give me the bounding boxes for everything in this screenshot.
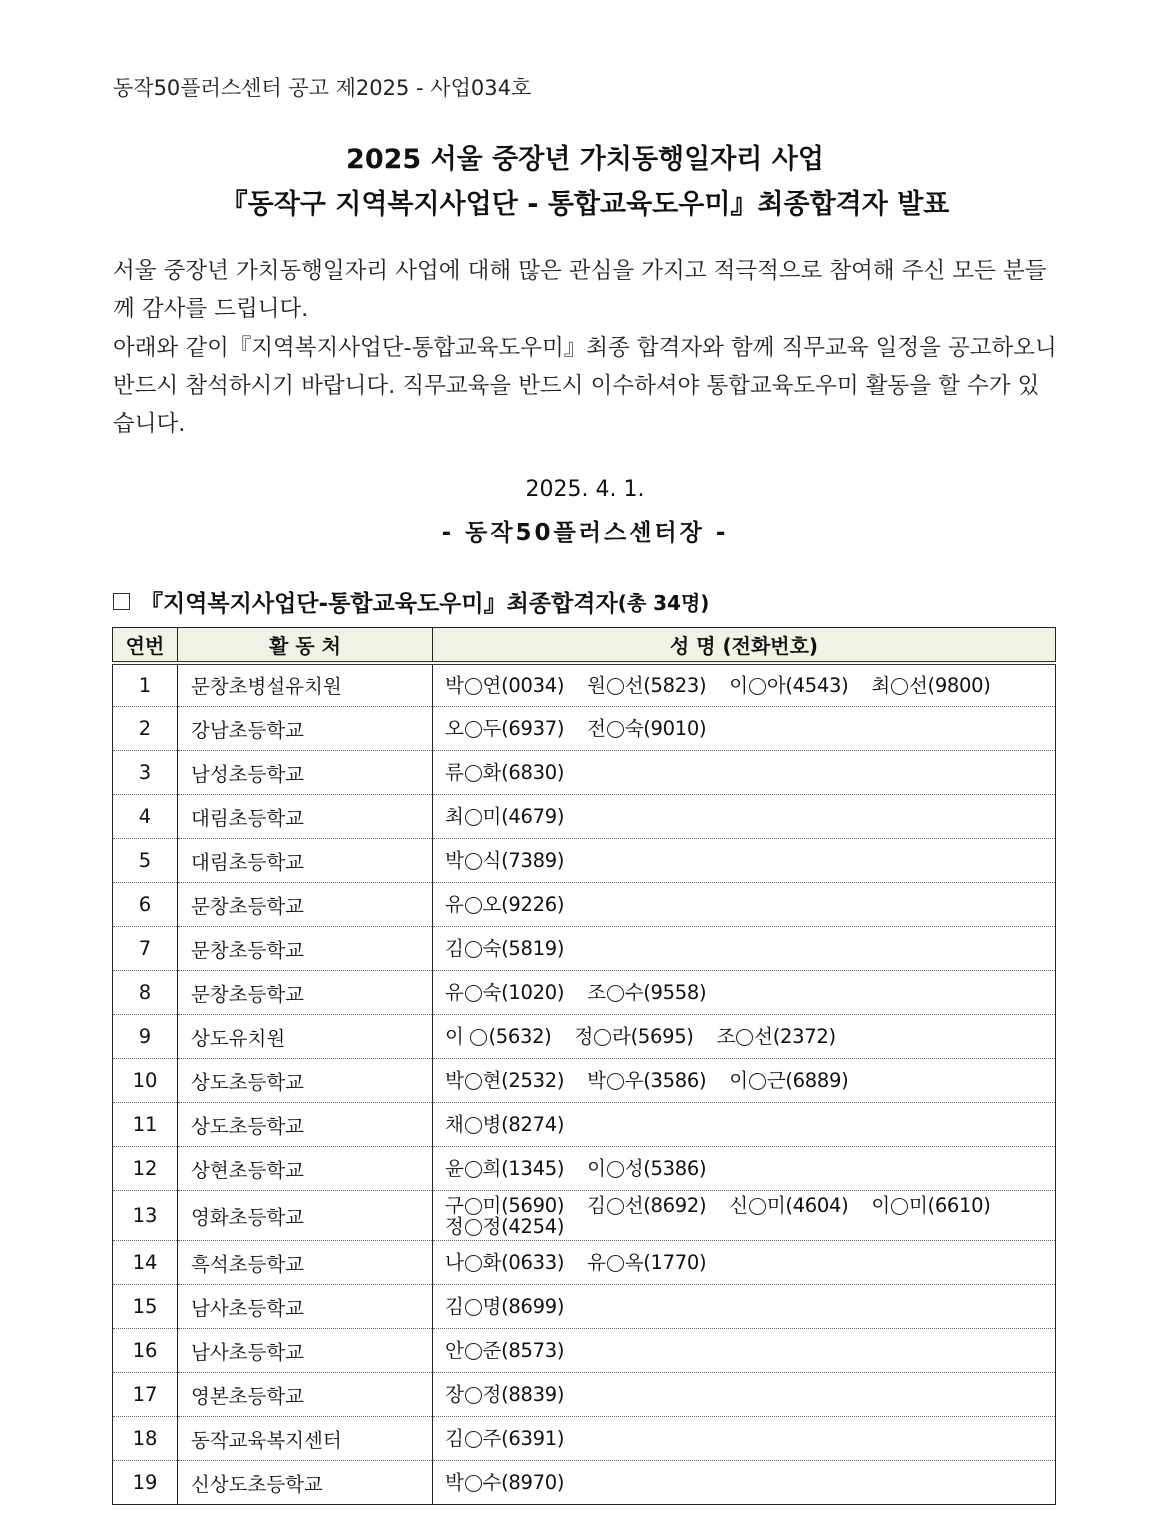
row-place: 상도초등학교 [178,1059,433,1103]
given-name: 병 [482,1113,502,1136]
table-row [113,707,1056,751]
phone-suffix: (4254) [501,1214,565,1238]
row-number: 16 [113,1329,178,1373]
phone-suffix: (5819) [501,937,565,960]
masked-circle-icon [465,1073,482,1090]
surname: 김 [445,1295,464,1318]
masked-circle-icon [465,678,482,695]
row-place: 강남초등학교 [178,707,433,751]
person-entry [729,1195,848,1216]
row-place: 남사초등학교 [178,1329,433,1373]
notice-number: 동작50플러스센터 공고 제2025 - 사업034호 [113,76,532,100]
table-row [113,1285,1056,1329]
surname: 유 [445,893,464,916]
table-row [113,1147,1056,1191]
phone-suffix: (1770) [643,1251,707,1274]
surname: 이 [871,1193,890,1217]
row-names [433,1103,1056,1147]
row-number: 11 [113,1103,178,1147]
person-entry [445,982,564,1003]
total-count: (총 34명) [617,591,710,615]
person-entry [587,675,706,696]
given-name: 미 [766,1193,786,1217]
notice-date: 2025. 4. 1. [525,477,645,502]
person-entry [587,1252,706,1273]
table-row [113,1373,1056,1417]
phone-suffix: (9226) [501,893,565,916]
row-number: 7 [113,927,178,971]
row-number: 2 [113,707,178,751]
phone-suffix: (8699) [501,1295,565,1318]
phone-suffix: (5695) [630,1025,694,1048]
phone-suffix: (6889) [785,1069,849,1092]
row-number: 15 [113,1285,178,1329]
person-entry [445,1216,564,1237]
surname: 이 [587,1157,606,1180]
surname: 김 [445,937,464,960]
table-row [113,1059,1056,1103]
masked-circle-icon [465,721,482,738]
person-entry [445,718,564,739]
masked-circle-icon [891,678,908,695]
row-names [433,883,1056,927]
surname: 원 [587,673,606,697]
masked-circle-icon [607,678,624,695]
person-entry [717,1026,836,1047]
person-entry [574,1026,693,1047]
surname: 안 [445,1339,464,1362]
person-entry [445,1026,551,1047]
phone-suffix: (6937) [501,717,565,740]
given-name: 명 [482,1295,502,1318]
surname: 이 [729,1069,748,1092]
given-name: 식 [482,849,502,872]
phone-suffix: (1345) [501,1157,565,1180]
given-name: 미 [908,1193,928,1217]
given-name: 우 [624,1069,644,1092]
row-names [433,795,1056,839]
person-entry [445,1340,564,1361]
person-entry [587,982,706,1003]
given-name: 근 [766,1069,786,1092]
table-row [113,795,1056,839]
row-names [433,751,1056,795]
phone-suffix: (4604) [785,1193,849,1217]
row-number: 10 [113,1059,178,1103]
intro-paragraph: 서울 중장년 가치동행일자리 사업에 대해 많은 관심을 가지고 적극적으로 참여해 주신 모든 분들께 감사를 드립니다. [113,258,1047,322]
person-entry [445,675,564,696]
phone-suffix: (9558) [643,981,707,1004]
surname: 정 [574,1025,594,1048]
row-number: 9 [113,1015,178,1059]
masked-circle-icon [465,765,482,782]
person-entry [729,675,848,696]
surname: 구 [445,1193,464,1217]
masked-circle-icon [465,1117,482,1134]
table-row [113,971,1056,1015]
person-entry [445,938,564,959]
surname: 박 [445,849,464,872]
row-names [433,927,1056,971]
surname: 박 [587,1069,606,1092]
row-place: 문창초등학교 [178,927,433,971]
row-place: 대림초등학교 [178,795,433,839]
phone-suffix: (0034) [501,673,565,697]
phone-suffix: (6830) [501,761,565,784]
surname: 채 [445,1113,464,1136]
surname: 박 [445,673,464,697]
masked-circle-icon [465,985,482,1002]
phone-suffix: (8839) [501,1383,565,1406]
surname: 최 [445,805,464,828]
masked-circle-icon [465,1255,482,1272]
masked-circle-icon [465,1219,482,1236]
phone-suffix: (5632) [488,1025,552,1048]
section-heading-text: 『지역복지사업단-통합교육도우미』최종합격자 [140,591,618,617]
surname: 신 [729,1193,748,1217]
masked-circle-icon [607,985,624,1002]
masked-circle-icon [465,1387,482,1404]
masked-circle-icon [465,1431,482,1448]
person-entry [871,675,990,696]
row-place: 문창초병설유치원 [178,663,433,707]
phone-suffix: (1020) [501,981,565,1004]
row-place: 남사초등학교 [178,1285,433,1329]
person-entry [445,1296,564,1317]
table-row [113,1241,1056,1285]
row-names [433,707,1056,751]
masked-circle-icon [465,1198,482,1215]
person-entry [445,1384,564,1405]
masked-circle-icon [607,1198,624,1215]
section-heading [113,585,709,618]
masked-circle-icon [607,1255,624,1272]
person-entry [445,1252,564,1273]
surname: 조 [587,981,606,1004]
surname: 김 [587,1193,606,1217]
person-entry [871,1195,990,1216]
phone-suffix: (5386) [643,1157,707,1180]
given-name: 숙 [482,937,502,960]
given-name: 준 [482,1339,502,1362]
masked-circle-icon [749,1073,766,1090]
row-place: 상도유치원 [178,1015,433,1059]
phone-suffix: (7389) [501,849,565,872]
surname: 최 [871,673,890,697]
row-number: 8 [113,971,178,1015]
row-names [433,1417,1056,1461]
surname: 오 [445,717,464,740]
person-entry [445,1070,564,1091]
table-row [113,1015,1056,1059]
given-name: 두 [482,717,502,740]
given-name: 정 [482,1214,502,1238]
row-place: 남성초등학교 [178,751,433,795]
given-name: 화 [482,761,502,784]
phone-suffix: (4543) [785,673,849,697]
table-header-row [113,628,1056,663]
surname: 전 [587,717,606,740]
row-names [433,1329,1056,1373]
row-number: 19 [113,1461,178,1505]
row-names [433,1191,1056,1241]
row-place: 문창초등학교 [178,971,433,1015]
phone-suffix: (2372) [772,1025,836,1048]
phone-suffix: (8274) [501,1113,565,1136]
row-place: 동작교육복지센터 [178,1417,433,1461]
row-names [433,1059,1056,1103]
row-number: 18 [113,1417,178,1461]
masked-circle-icon [465,1299,482,1316]
person-entry [445,762,564,783]
surname: 박 [445,1471,464,1494]
checkbox-icon [113,593,130,610]
masked-circle-icon [749,678,766,695]
masked-circle-icon [891,1198,908,1215]
row-names [433,1373,1056,1417]
phone-suffix: (6391) [501,1427,565,1450]
person-entry [587,1070,706,1091]
masked-circle-icon [465,853,482,870]
person-entry [587,1195,706,1216]
given-name: 미 [482,805,502,828]
person-entry [587,1158,706,1179]
row-number: 17 [113,1373,178,1417]
phone-suffix: (9010) [643,717,707,740]
row-number: 13 [113,1191,178,1241]
masked-circle-icon [465,1343,482,1360]
given-name: 오 [482,893,502,916]
surname: 윤 [445,1157,464,1180]
surname: 이 [729,673,748,697]
row-names [433,1461,1056,1505]
masked-circle-icon [465,809,482,826]
phone-suffix: (4679) [501,805,565,828]
person-entry [445,806,564,827]
results-table [112,627,1056,1505]
table-row [113,663,1056,707]
masked-circle-icon [465,941,482,958]
given-name: 수 [482,1471,502,1494]
phone-suffix: (8692) [643,1193,707,1217]
given-name: 옥 [624,1251,644,1274]
surname: 류 [445,761,464,784]
table-row [113,1103,1056,1147]
row-number: 12 [113,1147,178,1191]
surname: 조 [716,1025,736,1048]
table-row [113,1417,1056,1461]
given-name: 주 [482,1427,502,1450]
table-row [113,1191,1056,1241]
masked-circle-icon [465,1475,482,1492]
surname: 박 [445,1069,464,1092]
given-name: 숙 [482,981,502,1004]
row-names [433,1241,1056,1285]
given-name: 정 [482,1383,502,1406]
row-place: 영본초등학교 [178,1373,433,1417]
table-row [113,751,1056,795]
person-entry [445,1428,564,1449]
phone-suffix: (8970) [501,1471,565,1494]
masked-circle-icon [465,1161,482,1178]
surname: 김 [445,1427,464,1450]
masked-circle-icon [594,1029,611,1046]
person-entry [445,1472,564,1493]
row-number: 1 [113,663,178,707]
given-name: 선 [624,1193,644,1217]
masked-circle-icon [607,1161,624,1178]
surname: 유 [445,981,464,1004]
person-entry [445,1158,564,1179]
given-name: 숙 [624,717,644,740]
table-row [113,1329,1056,1373]
row-number: 5 [113,839,178,883]
row-place: 영화초등학교 [178,1191,433,1241]
masked-circle-icon [470,1029,487,1046]
given-name: 선 [908,673,928,697]
given-name: 현 [482,1069,502,1092]
phone-suffix: (5690) [501,1193,565,1217]
given-name: 선 [624,673,644,697]
given-name: 미 [482,1193,502,1217]
given-name: 연 [482,673,502,697]
masked-circle-icon [465,897,482,914]
given-name: 수 [624,981,644,1004]
phone-suffix: (0633) [501,1251,565,1274]
row-number: 14 [113,1241,178,1285]
page-subtitle: 『동작구 지역복지사업단 - 통합교육도우미』최종합격자 발표 [220,189,950,220]
masked-circle-icon [607,721,624,738]
person-entry [729,1070,848,1091]
person-entry [587,718,706,739]
row-names [433,663,1056,707]
row-names [433,839,1056,883]
header-place: 활 동 처 [178,628,433,663]
given-name: 선 [754,1025,773,1048]
issuer: - 동작50플러스센터장 - [441,520,729,546]
notice-paragraph: 아래와 같이『지역복지사업단-통합교육도우미』최종 합격자와 함께 직무교육 일정을 공고하오니 반드시 참석하시기 바랍니다. 직무교육을 반드시 이수하셔야 통합교육도우미 활동을 할 수가 있습니다. [113,335,1057,437]
row-place: 상도초등학교 [178,1103,433,1147]
phone-suffix: (5823) [643,673,707,697]
header-names: 성 명 (전화번호) [433,628,1056,663]
row-number: 3 [113,751,178,795]
phone-suffix: (8573) [501,1339,565,1362]
table-row [113,927,1056,971]
row-names [433,1015,1056,1059]
row-place: 신상도초등학교 [178,1461,433,1505]
surname: 유 [587,1251,606,1274]
row-number: 4 [113,795,178,839]
person-entry [445,894,564,915]
given-name: 아 [766,673,786,697]
table-row [113,1461,1056,1505]
surname: 장 [445,1383,464,1406]
masked-circle-icon [736,1029,753,1046]
given-name: 희 [482,1157,502,1180]
given-name: 라 [612,1025,631,1048]
row-place: 흑석초등학교 [178,1241,433,1285]
given-name: 화 [482,1251,502,1274]
row-place: 대림초등학교 [178,839,433,883]
row-names [433,1147,1056,1191]
table-row [113,883,1056,927]
given-name: 성 [624,1157,644,1180]
row-names [433,971,1056,1015]
row-names [433,1285,1056,1329]
header-no: 연번 [113,628,178,663]
surname: 정 [445,1214,464,1238]
surname: 이 [445,1025,470,1048]
row-number: 6 [113,883,178,927]
person-entry [445,1114,564,1135]
row-place: 상현초등학교 [178,1147,433,1191]
phone-suffix: (3586) [643,1069,707,1092]
page-title: 2025 서울 중장년 가치동행일자리 사업 [346,144,824,175]
masked-circle-icon [749,1198,766,1215]
surname: 나 [445,1251,464,1274]
masked-circle-icon [607,1073,624,1090]
phone-suffix: (9800) [927,673,991,697]
phone-suffix: (2532) [501,1069,565,1092]
phone-suffix: (6610) [927,1193,991,1217]
person-entry [445,1195,564,1216]
row-place: 문창초등학교 [178,883,433,927]
table-row [113,839,1056,883]
person-entry [445,850,564,871]
